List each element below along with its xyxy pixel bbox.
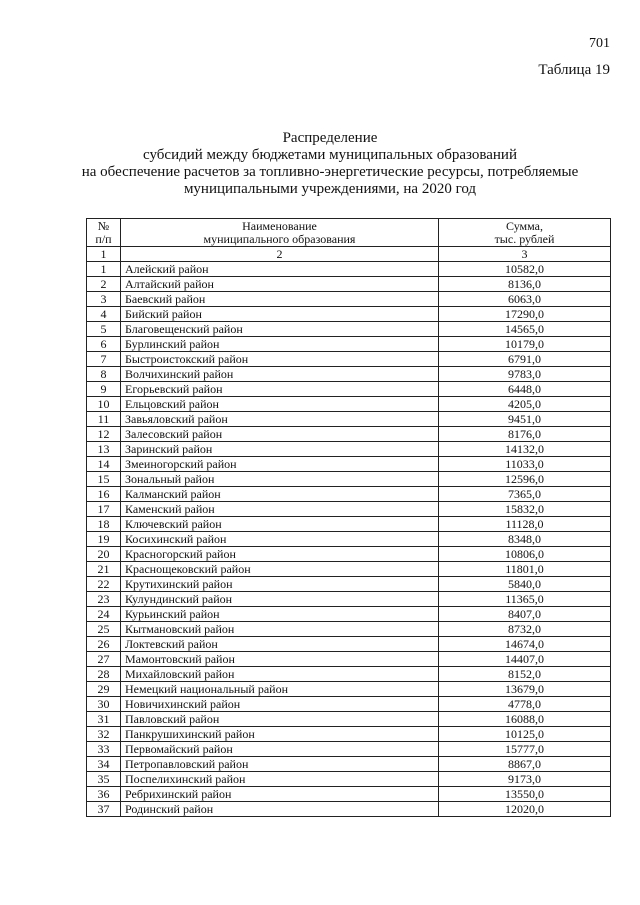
- row-number: 20: [87, 547, 121, 562]
- district-name: Кулундинский район: [121, 592, 439, 607]
- table-row: [87, 637, 611, 652]
- row-number: 13: [87, 442, 121, 457]
- district-name: Калманский район: [121, 487, 439, 502]
- document-title: [60, 130, 600, 198]
- table-row: [87, 292, 611, 307]
- row-number: 2: [87, 277, 121, 292]
- table-row: [87, 322, 611, 337]
- table-row: [87, 757, 611, 772]
- subsidy-amount: 15832,0: [439, 502, 611, 517]
- row-number: 16: [87, 487, 121, 502]
- district-name: Егорьевский район: [121, 382, 439, 397]
- district-name: Бурлинский район: [121, 337, 439, 352]
- district-name: Ключевский район: [121, 517, 439, 532]
- row-number: 33: [87, 742, 121, 757]
- subsidy-amount: 4778,0: [439, 697, 611, 712]
- title-line-2: субсидий между бюджетами муниципальных образований: [143, 147, 517, 163]
- row-number: 24: [87, 607, 121, 622]
- subsidy-amount: 12020,0: [439, 802, 611, 817]
- row-number: 23: [87, 592, 121, 607]
- subsidy-amount: 8867,0: [439, 757, 611, 772]
- row-number: 36: [87, 787, 121, 802]
- row-number: 35: [87, 772, 121, 787]
- table-row: [87, 337, 611, 352]
- table-row: [87, 802, 611, 817]
- district-name: Алейский район: [121, 262, 439, 277]
- title-line-4: муниципальными учреждениями, на 2020 год: [183, 181, 477, 197]
- table-row: [87, 742, 611, 757]
- table-row: [87, 652, 611, 667]
- subsidy-amount: 8348,0: [439, 532, 611, 547]
- table-row: [87, 457, 611, 472]
- row-number: 14: [87, 457, 121, 472]
- row-number: 37: [87, 802, 121, 817]
- subsidy-amount: 10582,0: [439, 262, 611, 277]
- row-number: 27: [87, 652, 121, 667]
- subsidy-amount: 12596,0: [439, 472, 611, 487]
- column-number: 2: [121, 247, 439, 262]
- district-name: Каменский район: [121, 502, 439, 517]
- subsidy-amount: 5840,0: [439, 577, 611, 592]
- table-row: [87, 682, 611, 697]
- row-number: 25: [87, 622, 121, 637]
- table-row: [87, 307, 611, 322]
- column-number-row: [87, 247, 611, 262]
- district-name: Курьинский район: [121, 607, 439, 622]
- row-number: 17: [87, 502, 121, 517]
- table-row: [87, 787, 611, 802]
- subsidy-amount: 17290,0: [439, 307, 611, 322]
- column-number: 1: [87, 247, 121, 262]
- table-row: [87, 412, 611, 427]
- subsidy-amount: 9451,0: [439, 412, 611, 427]
- table-row: [87, 502, 611, 517]
- district-name: Змеиногорский район: [121, 457, 439, 472]
- subsidy-amount: 11033,0: [439, 457, 611, 472]
- row-number: 18: [87, 517, 121, 532]
- header-num: [87, 219, 121, 247]
- page-number: 701: [589, 36, 610, 51]
- table-row: [87, 427, 611, 442]
- district-name: Красногорский район: [121, 547, 439, 562]
- subsidy-amount: 8176,0: [439, 427, 611, 442]
- district-name: Поспелихинский район: [121, 772, 439, 787]
- district-name: Благовещенский район: [121, 322, 439, 337]
- header-name-line2: муниципального образования: [203, 231, 356, 246]
- subsidy-amount: 16088,0: [439, 712, 611, 727]
- table-label: Таблица 19: [538, 62, 610, 78]
- subsidy-amount: 14132,0: [439, 442, 611, 457]
- subsidy-amount: 6791,0: [439, 352, 611, 367]
- district-name: Михайловский район: [121, 667, 439, 682]
- subsidy-amount: 9783,0: [439, 367, 611, 382]
- subsidy-amount: 8152,0: [439, 667, 611, 682]
- row-number: 11: [87, 412, 121, 427]
- district-name: Павловский район: [121, 712, 439, 727]
- title-line-1: Распределение: [282, 130, 378, 146]
- row-number: 4: [87, 307, 121, 322]
- subsidy-amount: 11365,0: [439, 592, 611, 607]
- subsidy-amount: 14407,0: [439, 652, 611, 667]
- header-sum-line2: тыс. рублей: [494, 231, 555, 246]
- row-number: 34: [87, 757, 121, 772]
- table-row: [87, 577, 611, 592]
- district-name: Ребрихинский район: [121, 787, 439, 802]
- subsidy-amount: 6063,0: [439, 292, 611, 307]
- subsidy-amount: 8732,0: [439, 622, 611, 637]
- table-row: [87, 517, 611, 532]
- district-name: Кытмановский район: [121, 622, 439, 637]
- table-row: [87, 277, 611, 292]
- header-num-line1: №: [97, 218, 110, 233]
- row-number: 9: [87, 382, 121, 397]
- district-name: Краснощековский район: [121, 562, 439, 577]
- table-header-row: [87, 219, 611, 247]
- district-name: Крутихинский район: [121, 577, 439, 592]
- district-name: Панкрушихинский район: [121, 727, 439, 742]
- row-number: 8: [87, 367, 121, 382]
- district-name: Ельцовский район: [121, 397, 439, 412]
- table-row: [87, 262, 611, 277]
- subsidy-amount: 6448,0: [439, 382, 611, 397]
- table-row: [87, 712, 611, 727]
- table-row: [87, 397, 611, 412]
- district-name: Бийский район: [121, 307, 439, 322]
- row-number: 19: [87, 532, 121, 547]
- row-number: 10: [87, 397, 121, 412]
- district-name: Первомайский район: [121, 742, 439, 757]
- subsidy-table: [86, 218, 611, 817]
- table-row: [87, 697, 611, 712]
- district-name: Косихинский район: [121, 532, 439, 547]
- district-name: Алтайский район: [121, 277, 439, 292]
- table-row: [87, 367, 611, 382]
- table-row: [87, 772, 611, 787]
- subsidy-amount: 4205,0: [439, 397, 611, 412]
- row-number: 31: [87, 712, 121, 727]
- header-sum: [439, 219, 611, 247]
- table-row: [87, 472, 611, 487]
- district-name: Быстроистокский район: [121, 352, 439, 367]
- district-name: Немецкий национальный район: [121, 682, 439, 697]
- subsidy-amount: 15777,0: [439, 742, 611, 757]
- subsidy-amount: 10125,0: [439, 727, 611, 742]
- district-name: Баевский район: [121, 292, 439, 307]
- header-sum-line1: Сумма,: [506, 218, 543, 233]
- row-number: 29: [87, 682, 121, 697]
- district-name: Залесовский район: [121, 427, 439, 442]
- table-row: [87, 622, 611, 637]
- header-name: [121, 219, 439, 247]
- subsidy-amount: 8136,0: [439, 277, 611, 292]
- subsidy-amount: 11801,0: [439, 562, 611, 577]
- district-name: Новичихинский район: [121, 697, 439, 712]
- row-number: 1: [87, 262, 121, 277]
- district-name: Зональный район: [121, 472, 439, 487]
- subsidy-amount: 7365,0: [439, 487, 611, 502]
- table-row: [87, 592, 611, 607]
- row-number: 26: [87, 637, 121, 652]
- subsidy-amount: 10179,0: [439, 337, 611, 352]
- table-row: [87, 382, 611, 397]
- row-number: 21: [87, 562, 121, 577]
- header-name-line1: Наименование: [242, 218, 317, 233]
- row-number: 6: [87, 337, 121, 352]
- table-row: [87, 532, 611, 547]
- district-name: Мамонтовский район: [121, 652, 439, 667]
- subsidy-amount: 9173,0: [439, 772, 611, 787]
- table-row: [87, 487, 611, 502]
- district-name: Заринский район: [121, 442, 439, 457]
- subsidy-amount: 10806,0: [439, 547, 611, 562]
- subsidy-amount: 13679,0: [439, 682, 611, 697]
- subsidy-amount: 14565,0: [439, 322, 611, 337]
- row-number: 3: [87, 292, 121, 307]
- row-number: 32: [87, 727, 121, 742]
- title-line-3: на обеспечение расчетов за топливно-энергетические ресурсы, потребляемые: [81, 164, 579, 180]
- table-row: [87, 547, 611, 562]
- table-row: [87, 607, 611, 622]
- row-number: 7: [87, 352, 121, 367]
- table-row: [87, 442, 611, 457]
- district-name: Волчихинский район: [121, 367, 439, 382]
- column-number: 3: [439, 247, 611, 262]
- subsidy-amount: 8407,0: [439, 607, 611, 622]
- row-number: 30: [87, 697, 121, 712]
- table-row: [87, 667, 611, 682]
- table-row: [87, 727, 611, 742]
- row-number: 12: [87, 427, 121, 442]
- subsidy-amount: 14674,0: [439, 637, 611, 652]
- table-row: [87, 562, 611, 577]
- row-number: 28: [87, 667, 121, 682]
- district-name: Завьяловский район: [121, 412, 439, 427]
- header-num-line2: п/п: [95, 231, 112, 246]
- row-number: 15: [87, 472, 121, 487]
- subsidy-amount: 11128,0: [439, 517, 611, 532]
- district-name: Локтевский район: [121, 637, 439, 652]
- table-row: [87, 352, 611, 367]
- subsidy-amount: 13550,0: [439, 787, 611, 802]
- district-name: Родинский район: [121, 802, 439, 817]
- row-number: 22: [87, 577, 121, 592]
- row-number: 5: [87, 322, 121, 337]
- district-name: Петропавловский район: [121, 757, 439, 772]
